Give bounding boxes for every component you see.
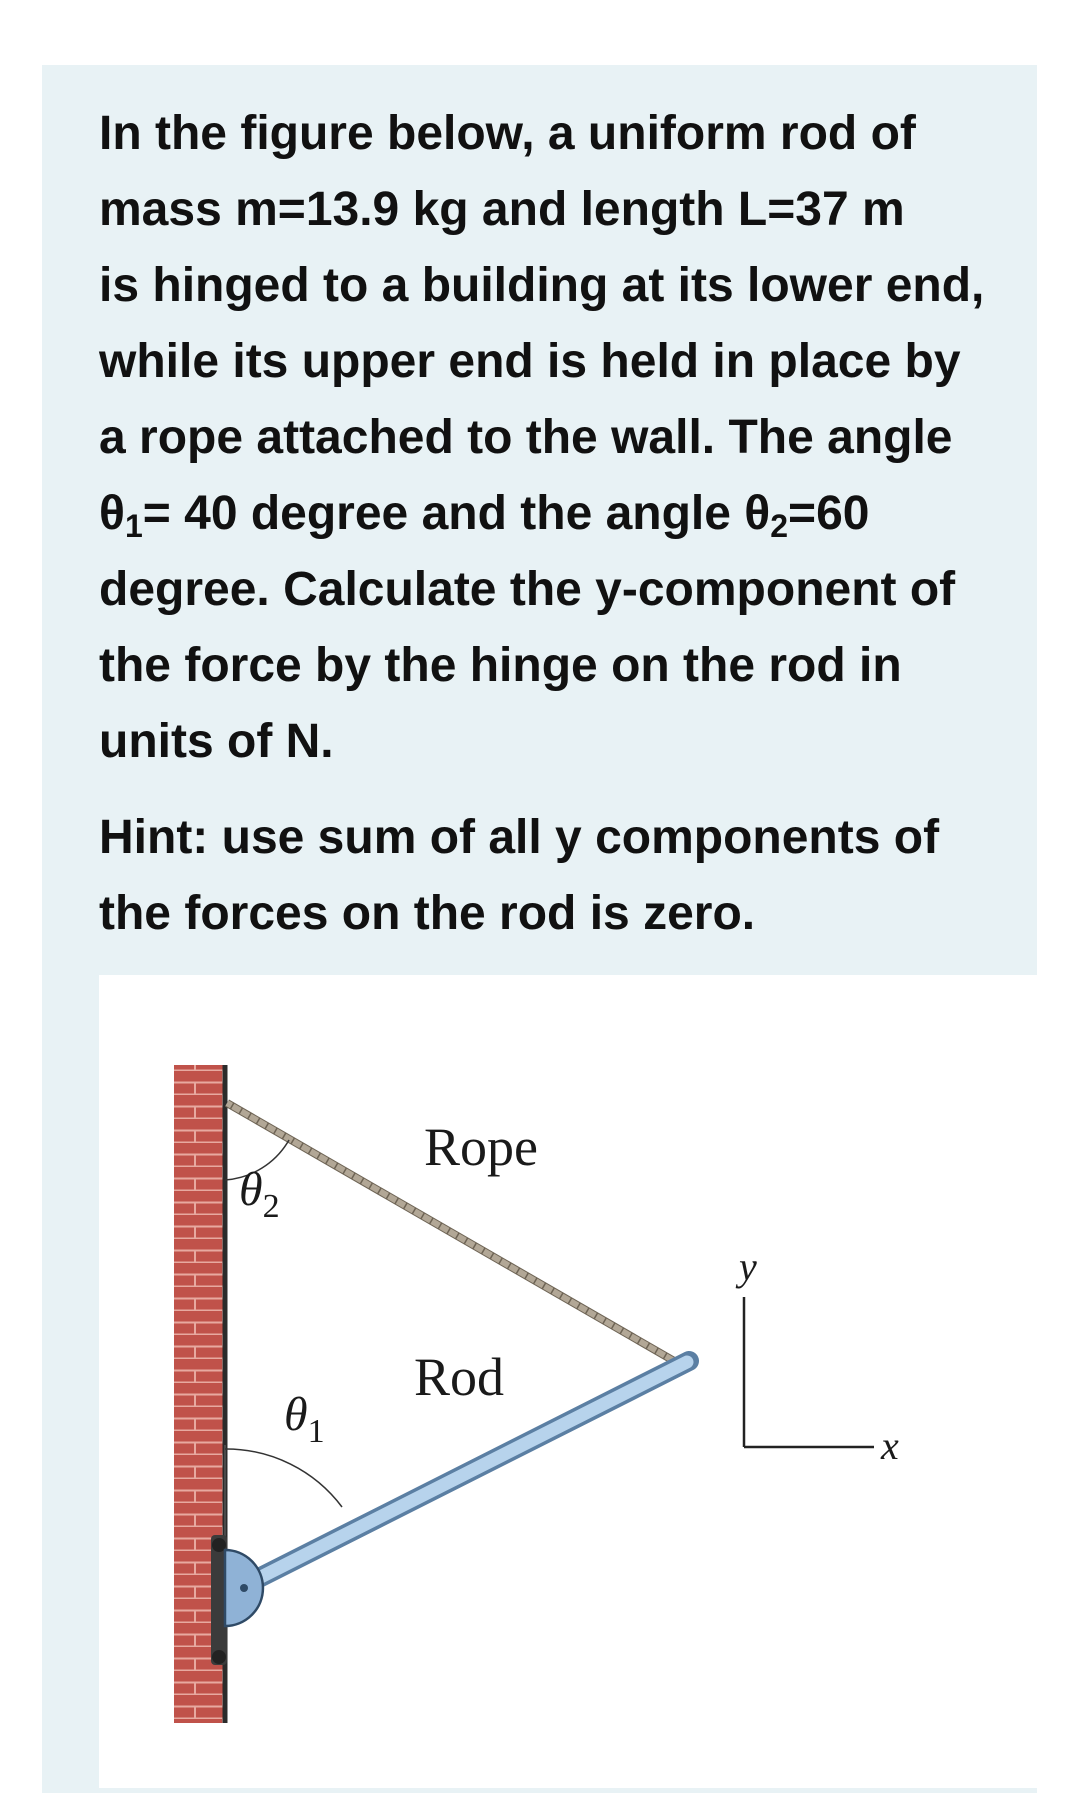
hint-text: [99, 800, 999, 952]
problem-line: a rope attached to the wall. The angle: [99, 411, 953, 464]
x-axis-label: x: [881, 1423, 899, 1468]
hint-line: Hint: use sum of all y components of: [99, 811, 940, 864]
subscript: 1: [124, 508, 143, 544]
hint-line: the forces on the rod is zero.: [99, 887, 756, 940]
problem-statement: [99, 96, 999, 780]
problem-line: while its upper end is held in place by: [99, 335, 961, 388]
problem-line: is hinged to a building at its lower end,: [99, 259, 985, 312]
theta2-symbol: θ: [239, 1163, 263, 1216]
rod-label: Rod: [414, 1347, 505, 1407]
problem-line: [99, 476, 999, 552]
problem-line: In the figure below, a uniform rod of: [99, 107, 916, 160]
hinge-pin: [240, 1584, 248, 1592]
problem-line: mass m=13.9 kg and length L=37 m: [99, 183, 905, 236]
theta1-label: [284, 1388, 325, 1450]
figure-panel: [99, 975, 1037, 1788]
y-axis-label: y: [739, 1244, 757, 1289]
theta1-subscript: 1: [307, 1413, 325, 1450]
theta-symbol: θ: [99, 487, 125, 540]
hinge-bolt: [212, 1650, 226, 1664]
problem-line: degree. Calculate the y-component of: [99, 563, 956, 616]
problem-text-segment: = 40 degree and the angle θ: [142, 487, 771, 540]
theta2-subscript: 2: [262, 1188, 280, 1225]
theta2-label: [239, 1163, 280, 1225]
rope-label: Rope: [424, 1117, 538, 1177]
subscript: 2: [770, 508, 789, 544]
problem-line: units of N.: [99, 715, 334, 768]
problem-line: the force by the hinge on the rod in: [99, 639, 902, 692]
theta1-symbol: θ: [284, 1388, 308, 1441]
problem-text-segment: =60: [788, 487, 870, 540]
theta1-arc: [225, 1449, 342, 1507]
rod-rope-diagram: [99, 975, 1037, 1788]
